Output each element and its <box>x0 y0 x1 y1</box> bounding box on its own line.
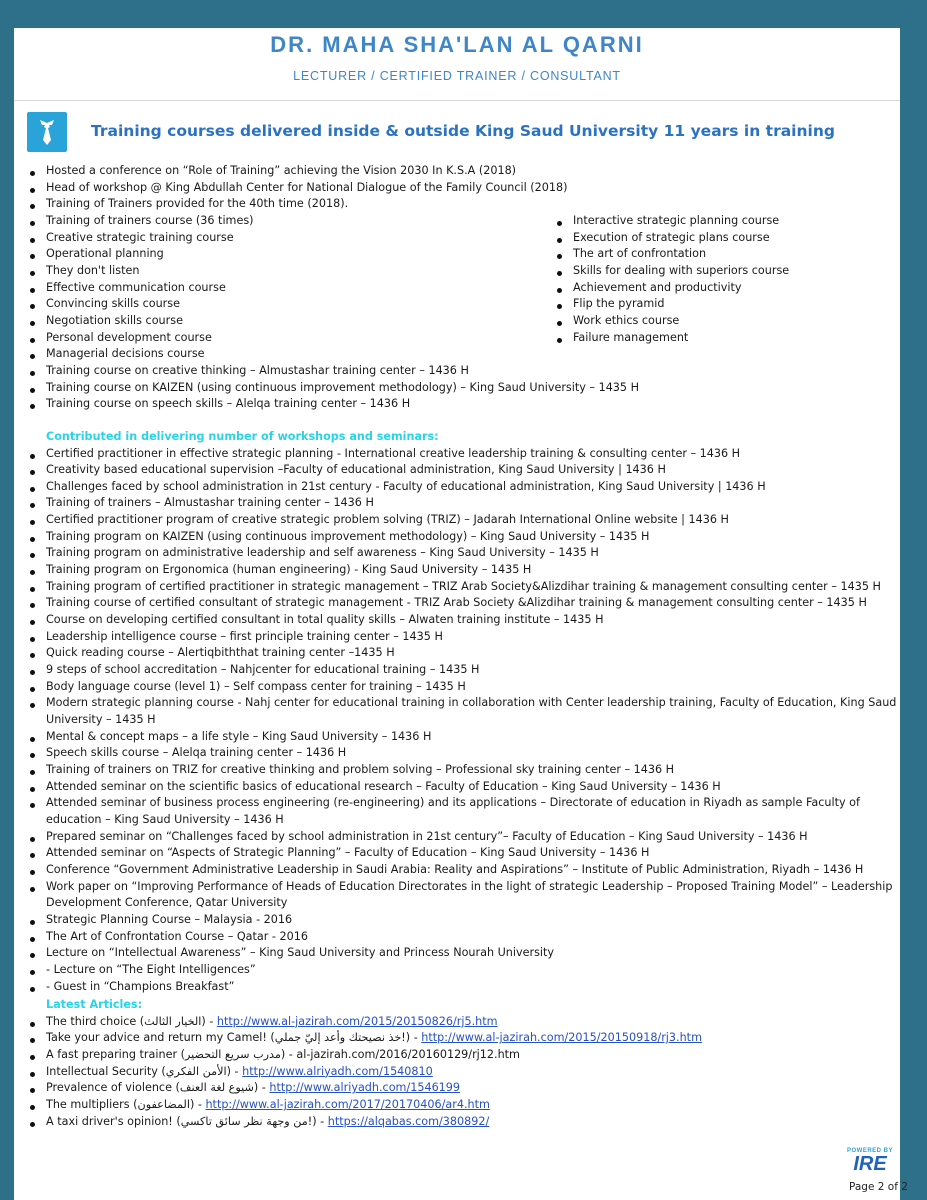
workshop-item: Training of trainers on TRIZ for creative thinking and problem solving – Professional sky training center – 1436 H <box>27 762 897 779</box>
workshop-item: Training program on administrative leadership and self awareness – King Saud University – 1435 H <box>27 545 897 562</box>
article-item <box>27 1114 897 1131</box>
workshop-item: Work paper on “Improving Performance of Heads of Education Directorates in the light of strategic Leadership – Proposed Training Model” – Leadership Development Conference, Qatar University <box>27 879 897 912</box>
training-item: Failure management <box>554 330 789 347</box>
workshop-item: Training course of certified consultant of strategic management - TRIZ Arab Society &Alizdihar training & management consulting center – 1435 H <box>27 595 897 612</box>
training-item: Training course on speech skills – Alelqa training center – 1436 H <box>27 396 897 413</box>
article-item <box>27 1064 897 1081</box>
workshop-item: Challenges faced by school administration in 21st century - Faculty of educational administration, King Saud University | 1436 H <box>27 479 897 496</box>
training-right-list <box>554 213 789 346</box>
person-title: LECTURER / CERTIFIED TRAINER / CONSULTANT <box>293 69 621 83</box>
workshop-item: Quick reading course – Alertiqbiththat training center –1435 H <box>27 645 897 662</box>
article-title: The multipliers (المضاعفون) - <box>46 1098 206 1112</box>
training-item: They don't listen <box>27 263 897 280</box>
workshop-item: Lecture on “Intellectual Awareness” – King Saud University and Princess Nourah University <box>27 945 897 962</box>
workshop-item: - Lecture on “The Eight Intelligences” <box>27 962 897 979</box>
workshop-item: Certified practitioner program of creative strategic problem solving (TRIZ) – Jadarah International Online website | 1436 H <box>27 512 897 529</box>
training-item: Training course on KAIZEN (using continuous improvement methodology) – King Saud University – 1435 H <box>27 380 897 397</box>
workshop-item: Conference “Government Administrative Leadership in Saudi Arabia: Reality and Aspirations” – Institute of Public Administration, Riyadh – 1436 H <box>27 862 897 879</box>
resume-header <box>14 28 900 101</box>
article-link[interactable]: http://www.alriyadh.com/1546199 <box>269 1081 461 1095</box>
article-title: A fast preparing trainer (مدرب سريع التحضير) - <box>46 1048 297 1062</box>
training-item: Convincing skills course <box>27 296 897 313</box>
powered-by-label: POWERED BY <box>846 1148 893 1154</box>
training-item: Training of Trainers provided for the 40th time (2018). <box>27 196 897 213</box>
training-item: Managerial decisions course <box>27 346 897 363</box>
training-item: Personal development course <box>27 330 897 347</box>
workshop-item: Creativity based educational supervision –Faculty of educational administration, King Saud University | 1436 H <box>27 462 897 479</box>
workshop-item: The Art of Confrontation Course – Qatar - 2016 <box>27 929 897 946</box>
training-item: Effective communication course <box>27 280 897 297</box>
workshop-list <box>27 446 897 996</box>
training-item: Hosted a conference on “Role of Training” achieving the Vision 2030 In K.S.A (2018) <box>27 163 897 180</box>
training-top-list <box>27 163 897 213</box>
workshop-item: Course on developing certified consultant in total quality skills – Alwaten training institute – 1435 H <box>27 612 897 629</box>
workshop-item: Attended seminar of business process engineering (re-engineering) and its applications – Directorate of education in Riyadh as sample Faculty of education – King Saud University – 1436 H <box>27 795 897 828</box>
workshop-item: Training program on Ergonomica (human engineering) - King Saud University – 1435 H <box>27 562 897 579</box>
article-title: Take your advice and return my Camel! (خذ نصيحتك وأعد إليّ جملي!) - <box>46 1031 422 1045</box>
article-item <box>27 1047 897 1064</box>
article-title: Intellectual Security (الأمن الفكري) - <box>46 1064 243 1078</box>
training-item: The art of confrontation <box>554 246 789 263</box>
workshop-item: Training program of certified practitioner in strategic management – TRIZ Arab Society&Alizdihar training & management consulting center – 1435 H <box>27 579 897 596</box>
training-item: Creative strategic training course <box>27 230 897 247</box>
article-item <box>27 1080 897 1097</box>
article-title: The third choice (الخيار الثالث) - <box>46 1014 217 1028</box>
article-link[interactable]: http://www.al-jazirah.com/2017/20170406/ar4.htm <box>205 1098 490 1112</box>
training-item: Work ethics course <box>554 313 789 330</box>
article-item <box>27 1014 897 1031</box>
workshop-item: Modern strategic planning course - Nahj center for educational training in collaboration with Center leadership training, Faculty of Education, King Saud University – 1435 H <box>27 695 897 728</box>
workshop-item: Certified practitioner in effective strategic planning - International creative leadership training & consulting center – 1436 H <box>27 446 897 463</box>
article-title: Prevalence of violence (شيوع لغة العنف) - <box>46 1081 270 1095</box>
section-title: Training courses delivered inside & outside King Saud University 11 years in training <box>91 122 835 140</box>
workshop-item: Prepared seminar on “Challenges faced by school administration in 21st century”– Faculty of Education – King Saud University – 1436 H <box>27 829 897 846</box>
training-item: Head of workshop @ King Abdullah Center for National Dialogue of the Family Council (2018) <box>27 180 897 197</box>
articles-heading: Latest Articles: <box>46 998 143 1012</box>
workshop-item: Mental & concept maps – a life style – King Saud University – 1436 H <box>27 729 897 746</box>
article-title: A taxi driver's opinion! (من وجهة نظر سائق تاكسي!) - <box>46 1114 328 1128</box>
training-courses <box>27 163 897 413</box>
tie-icon <box>27 112 67 152</box>
workshop-item: Leadership intelligence course – first principle training center – 1435 H <box>27 629 897 646</box>
workshop-item: Training of trainers – Almustashar training center – 1436 H <box>27 495 897 512</box>
training-item: Training of trainers course (36 times) <box>27 213 897 230</box>
training-item: Interactive strategic planning course <box>554 213 789 230</box>
workshop-item: Training program on KAIZEN (using continuous improvement methodology) – King Saud University – 1435 H <box>27 529 897 546</box>
article-list <box>27 1014 897 1131</box>
workshop-item: 9 steps of school accreditation – Nahjcenter for educational training – 1435 H <box>27 662 897 679</box>
section-header <box>27 112 887 154</box>
workshop-item: - Guest in “Champions Breakfast” <box>27 979 897 996</box>
ire-logo: IRE <box>853 1153 887 1175</box>
training-item: Skills for dealing with superiors course <box>554 263 789 280</box>
article-link[interactable]: al-jazirah.com/2016/20160129/rj12.htm <box>296 1048 520 1062</box>
training-item: Achievement and productivity <box>554 280 789 297</box>
training-item: Operational planning <box>27 246 897 263</box>
workshop-item: Attended seminar on “Aspects of Strategic Planning” – Faculty of Education – King Saud University – 1436 H <box>27 845 897 862</box>
workshop-item: Body language course (level 1) – Self compass center for training – 1435 H <box>27 679 897 696</box>
article-item <box>27 1097 897 1114</box>
article-link[interactable]: https://alqabas.com/380892/ <box>327 1114 490 1128</box>
article-link[interactable]: http://www.alriyadh.com/1540810 <box>242 1064 433 1078</box>
training-item: Training course on creative thinking – Almustashar training center – 1436 H <box>27 363 897 380</box>
workshops-heading: Contributed in delivering number of workshops and seminars: <box>46 429 439 443</box>
training-item: Flip the pyramid <box>554 296 789 313</box>
training-item: Execution of strategic plans course <box>554 230 789 247</box>
workshop-item: Strategic Planning Course – Malaysia - 2016 <box>27 912 897 929</box>
training-item: Negotiation skills course <box>27 313 897 330</box>
person-name: DR. MAHA SHA'LAN AL QARNI <box>270 32 644 57</box>
powered-by-logo <box>840 1148 900 1182</box>
resume-content <box>27 163 897 1130</box>
article-link[interactable]: http://www.al-jazirah.com/2015/20150826/rj5.htm <box>216 1014 498 1028</box>
workshop-item: Attended seminar on the scientific basics of educational research – Faculty of Education – King Saud University – 1436 H <box>27 779 897 796</box>
article-item <box>27 1030 897 1047</box>
article-link[interactable]: http://www.al-jazirah.com/2015/20150918/rj3.htm <box>421 1031 702 1045</box>
page-number: Page 2 of 2 <box>849 1181 908 1193</box>
workshop-item: Speech skills course – Alelqa training center – 1436 H <box>27 745 897 762</box>
